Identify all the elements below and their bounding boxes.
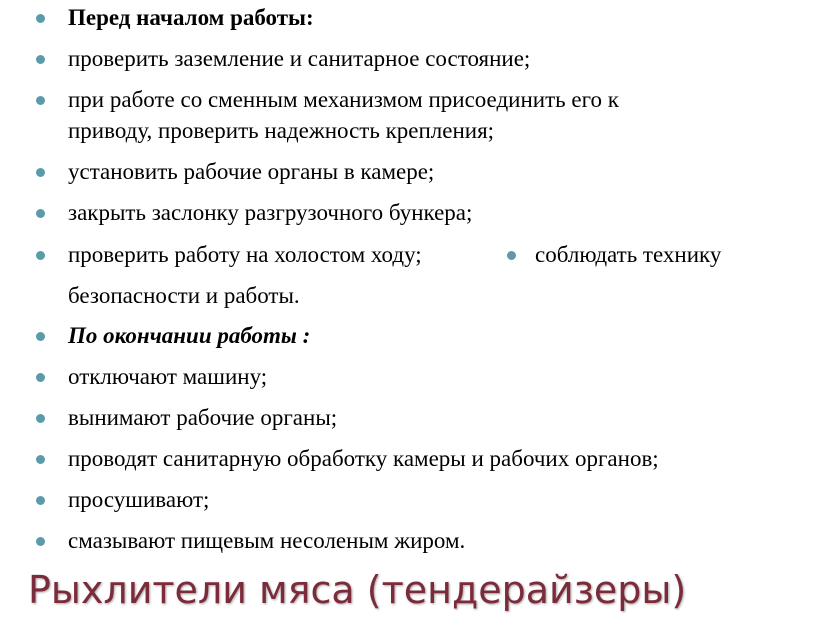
list-item-continuation: приводу, проверить надежность крепления; bbox=[68, 118, 495, 143]
list-item-continuation: безопасности и работы. bbox=[68, 283, 300, 308]
before-work-heading: Перед началом работы: bbox=[68, 5, 314, 30]
list-item: проводят санитарную обработку камеры и рабочих органов; bbox=[68, 446, 659, 471]
bullet-icon bbox=[36, 373, 45, 382]
list-item: проверить работу на холостом ходу; bbox=[68, 242, 422, 267]
bullet-icon bbox=[36, 251, 45, 260]
list-item: закрыть заслонку разгрузочного бункера; bbox=[68, 200, 473, 225]
list-item: вынимают рабочие органы; bbox=[68, 405, 338, 430]
bullet-icon bbox=[36, 96, 45, 105]
list-item: при работе со сменным механизмом присоединить его к bbox=[68, 87, 619, 112]
list-item: отключают машину; bbox=[68, 364, 268, 389]
list-item: соблюдать технику bbox=[535, 242, 722, 267]
slide-title: Рыхлители мяса (тендерайзеры) bbox=[28, 568, 687, 612]
list-item: смазывают пищевым несоленым жиром. bbox=[68, 528, 466, 553]
bullet-icon bbox=[36, 496, 45, 505]
bullet-icon bbox=[507, 251, 516, 260]
list-item: проверить заземление и санитарное состояние; bbox=[68, 46, 531, 71]
bullet-icon bbox=[36, 332, 45, 341]
bullet-icon bbox=[36, 55, 45, 64]
bullet-icon bbox=[36, 14, 45, 23]
list-item: просушивают; bbox=[68, 487, 210, 512]
bullet-icon bbox=[36, 455, 45, 464]
list-item: установить рабочие органы в камере; bbox=[68, 159, 435, 184]
bullet-icon bbox=[36, 209, 45, 218]
bullet-icon bbox=[36, 414, 45, 423]
bullet-icon bbox=[36, 537, 45, 546]
bullet-icon bbox=[36, 168, 45, 177]
after-work-heading: По окончании работы : bbox=[68, 323, 311, 348]
